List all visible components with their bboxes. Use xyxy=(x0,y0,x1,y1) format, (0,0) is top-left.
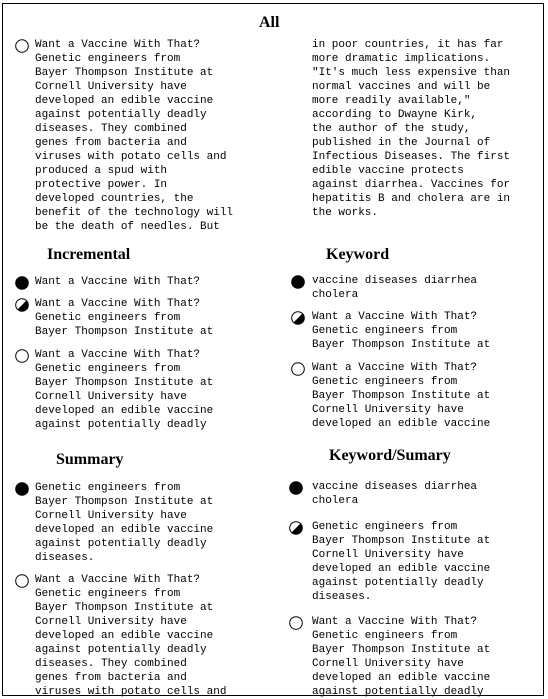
radio-empty-icon xyxy=(289,616,303,630)
radio-empty-icon xyxy=(15,574,29,588)
keyword-summary-radio-full[interactable] xyxy=(289,481,303,495)
keyword-summary-item-text: Genetic engineers from Bayer Thompson Institute at Cornell University have developed an edible vaccine against potentially deadly diseases. xyxy=(312,521,491,603)
radio-full-icon xyxy=(15,276,29,290)
radio-half-icon xyxy=(15,298,29,312)
keyword-summary-radio-empty[interactable] xyxy=(289,616,303,630)
all-text-col1: Want a Vaccine With That? Genetic engineers from Bayer Thompson Institute at Cornell University have developed an edible vaccine against potentially deadly diseases. They combined genes from bacteria and viruses with potato cells and produced a spud with protective power. In developed countries, the benefit of the technology will be the death of needles. But xyxy=(35,39,234,233)
summary-radio-empty[interactable] xyxy=(15,574,29,588)
incremental-item-text: Want a Vaccine With That? Genetic engineers from Bayer Thompson Institute at xyxy=(35,298,214,338)
keyword-summary-item-text: Want a Vaccine With That? Genetic engineers from Bayer Thompson Institute at Cornell University have developed an edible vaccine against potentially deadly xyxy=(312,616,491,698)
keyword-summary-radio-half[interactable] xyxy=(289,521,303,535)
radio-half-icon xyxy=(291,311,305,325)
radio-full-icon xyxy=(289,481,303,495)
heading-keyword-summary: Keyword/Sumary xyxy=(329,447,451,464)
incremental-radio-full[interactable] xyxy=(15,276,29,290)
keyword-item-text: vaccine diseases diarrhea cholera xyxy=(312,275,478,301)
incremental-item-text: Want a Vaccine With That? Genetic engineers from Bayer Thompson Institute at Cornell University have developed an edible vaccine against potentially deadly xyxy=(35,349,214,431)
summary-radio-full[interactable] xyxy=(15,482,29,496)
heading-all: All xyxy=(259,14,280,31)
heading-incremental: Incremental xyxy=(47,246,131,263)
radio-full-icon xyxy=(291,275,305,289)
summary-item-text: Genetic engineers from Bayer Thompson Institute at Cornell University have developed an edible vaccine against potentially deadly diseases. xyxy=(35,482,214,564)
keyword-item-text: Want a Vaccine With That? Genetic engineers from Bayer Thompson Institute at Cornell University have developed an edible vaccine xyxy=(312,362,491,430)
all-text-col2: in poor countries, it has far more dramatic implications. "It's much less expensive than normal vaccines and will be more readily available," according to Dwayne Kirk, the author of the study, published in the Journal of Infectious Diseases. The first edible vaccine protects against diarrhea. Vaccines for hepatitis B and cholera are in the works. xyxy=(312,39,511,219)
keyword-item-text: Want a Vaccine With That? Genetic engineers from Bayer Thompson Institute at xyxy=(312,311,491,351)
heading-summary: Summary xyxy=(56,451,124,468)
all-radio[interactable] xyxy=(15,39,29,53)
keyword-summary-item-text: vaccine diseases diarrhea cholera xyxy=(312,481,478,507)
incremental-radio-half[interactable] xyxy=(15,298,29,312)
radio-empty-icon xyxy=(15,349,29,363)
incremental-item-text: Want a Vaccine With That? xyxy=(35,276,201,288)
keyword-radio-full[interactable] xyxy=(291,275,305,289)
radio-half-icon xyxy=(289,521,303,535)
radio-empty-icon xyxy=(291,362,305,376)
keyword-radio-empty[interactable] xyxy=(291,362,305,376)
keyword-radio-half[interactable] xyxy=(291,311,305,325)
radio-full-icon xyxy=(15,482,29,496)
summary-item-text: Want a Vaccine With That? Genetic engineers from Bayer Thompson Institute at Cornell University have developed an edible vaccine against potentially deadly diseases. They combined genes from bacteria and viruses with potato cells and xyxy=(35,574,227,698)
heading-keyword: Keyword xyxy=(326,246,390,263)
incremental-radio-empty[interactable] xyxy=(15,349,29,363)
